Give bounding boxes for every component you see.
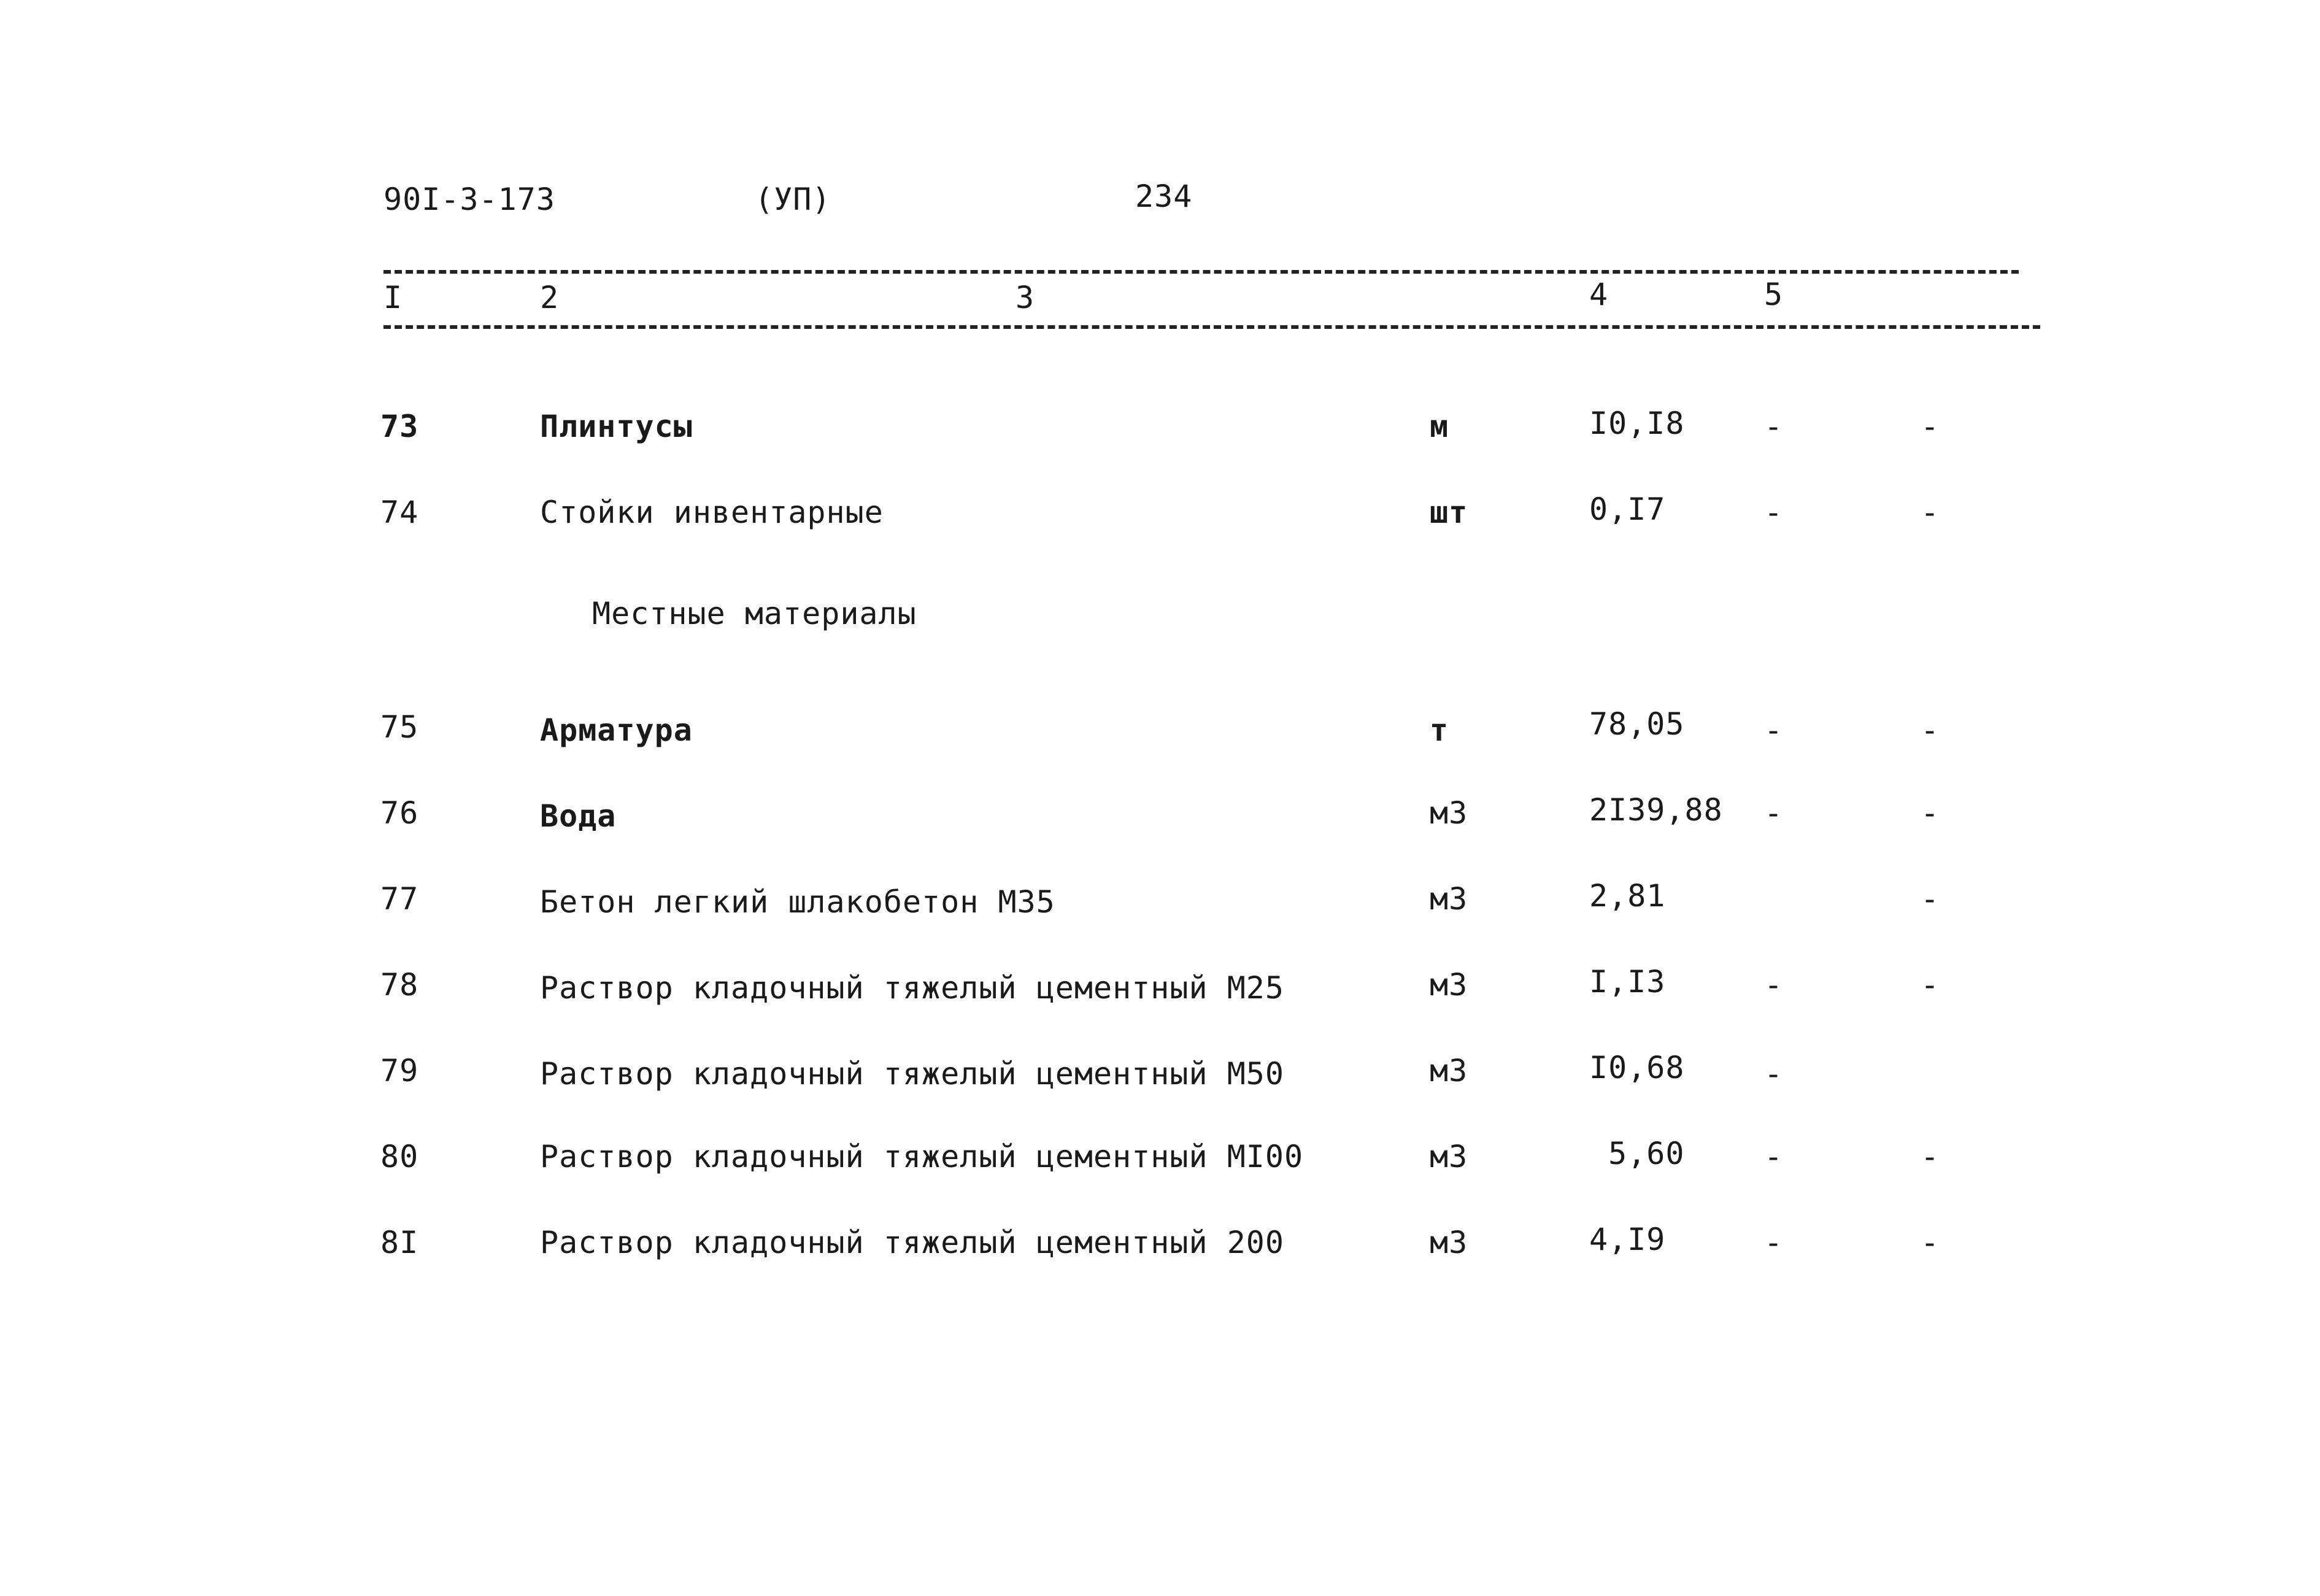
page-number: 234: [1135, 179, 1193, 214]
row-number: 73: [380, 409, 419, 444]
column-5-value: -: [1764, 967, 1784, 1003]
quantity: 4,I9: [1589, 1222, 1666, 1257]
unit: м: [1430, 409, 1449, 444]
material-name: Вода: [540, 798, 617, 834]
unit: м3: [1430, 881, 1468, 917]
material-name: Раствор кладочный тяжелый цементный 200: [540, 1225, 1284, 1260]
unit: м3: [1430, 1053, 1468, 1089]
unit: м3: [1430, 967, 1468, 1003]
quantity: 2I39,88: [1589, 792, 1723, 828]
material-name: Раствор кладочный тяжелый цементный МI00: [540, 1139, 1304, 1174]
column-6-value: -: [1921, 495, 1940, 530]
row-number: 80: [380, 1139, 419, 1174]
column-5-value: -: [1764, 1056, 1784, 1092]
column-5-value: -: [1764, 1139, 1784, 1174]
column-5-value: -: [1764, 1225, 1784, 1260]
quantity: I0,I8: [1589, 406, 1685, 441]
column-number-4: 4: [1589, 277, 1609, 312]
quantity: I,I3: [1589, 964, 1666, 1000]
column-6-value: -: [1921, 712, 1940, 748]
row-number: 74: [380, 495, 419, 530]
column-number-3: 3: [1015, 280, 1035, 315]
unit: шт: [1430, 495, 1468, 530]
row-number: 78: [380, 967, 419, 1003]
material-name: Раствор кладочный тяжелый цементный М25: [540, 970, 1284, 1006]
section-label: (УП): [755, 182, 831, 217]
column-6-value: -: [1921, 1139, 1940, 1174]
column-number-5: 5: [1764, 277, 1784, 312]
column-5-value: -: [1764, 795, 1784, 831]
table-header-top-rule: [383, 270, 2019, 274]
quantity: I0,68: [1589, 1050, 1685, 1085]
material-name: Бетон легкий шлакобетон М35: [540, 884, 1055, 920]
material-name: Стойки инвентарные: [540, 495, 884, 530]
material-name: Плинтусы: [540, 409, 693, 444]
column-5-value: -: [1764, 409, 1784, 444]
material-name: Арматура: [540, 712, 693, 748]
quantity: 78,05: [1589, 706, 1685, 742]
quantity: 0,I7: [1589, 492, 1666, 527]
section-heading: Местные материалы: [592, 596, 917, 631]
row-number: 75: [380, 709, 419, 745]
row-number: 76: [380, 795, 419, 831]
row-number: 77: [380, 881, 419, 917]
column-number-2: 2: [540, 280, 560, 315]
quantity: 5,60: [1589, 1136, 1685, 1171]
column-5-value: -: [1764, 712, 1784, 748]
column-6-value: -: [1921, 881, 1940, 917]
row-number: 79: [380, 1053, 419, 1089]
column-5-value: -: [1764, 495, 1784, 530]
unit: м3: [1430, 1139, 1468, 1174]
unit: т: [1430, 712, 1449, 748]
document-code: 90I-3-173: [383, 182, 555, 217]
unit: м3: [1430, 1225, 1468, 1260]
table-header-bottom-rule: [383, 325, 2040, 329]
quantity: 2,81: [1589, 878, 1666, 914]
column-6-value: -: [1921, 409, 1940, 444]
column-6-value: -: [1921, 795, 1940, 831]
column-6-value: -: [1921, 1225, 1940, 1260]
material-name: Раствор кладочный тяжелый цементный М50: [540, 1056, 1284, 1092]
column-6-value: -: [1921, 967, 1940, 1003]
column-number-1: I: [383, 280, 403, 315]
unit: м3: [1430, 795, 1468, 831]
row-number: 8I: [380, 1225, 419, 1260]
